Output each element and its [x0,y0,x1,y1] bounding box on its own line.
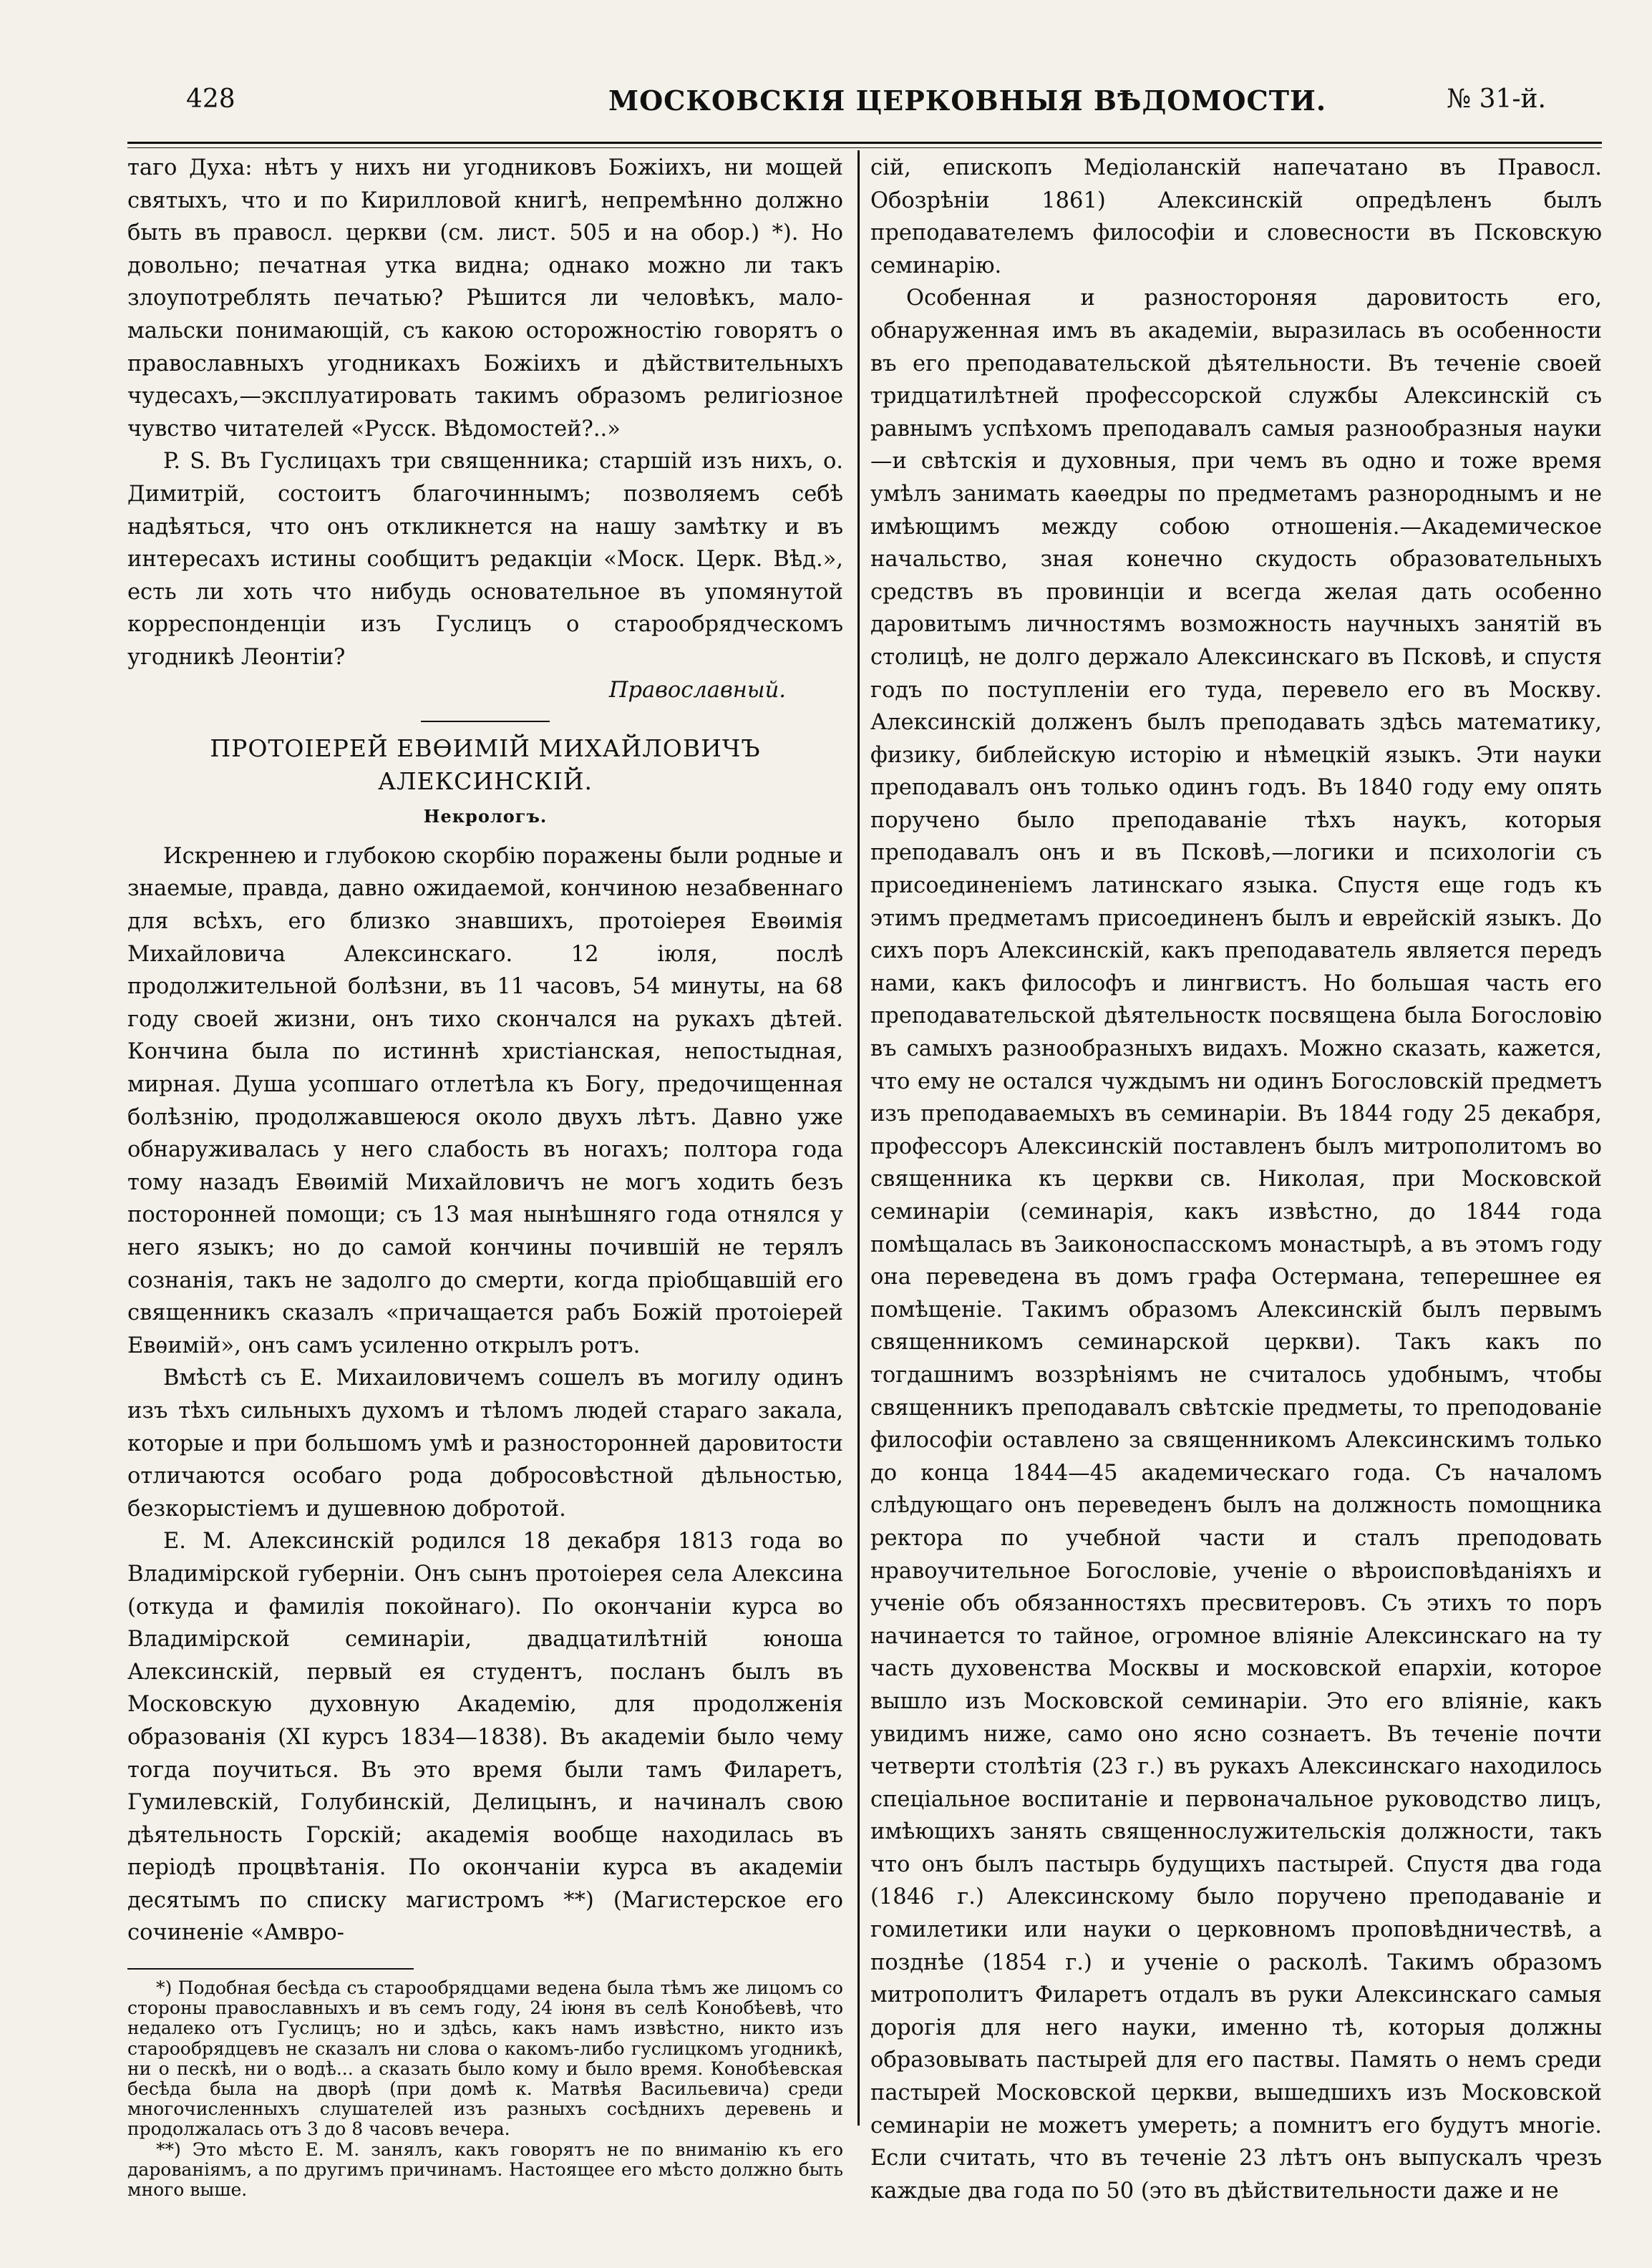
running-title: МОСКОВСКІЯ ЦЕРКОВНЫЯ ВѢДОМОСТИ. [608,84,1327,117]
right-column [870,152,1602,2207]
article-title: ПРОТОІЕРЕЙ ЕВѲИМІЙ МИХАЙЛОВИЧЪ АЛЕКСИНСКІЙ. [210,734,761,795]
body-paragraph: Вмѣстѣ съ Е. Михаиловичемъ сошелъ въ могилу одинъ изъ тѣхъ сильныхъ духомъ и тѣломъ людей стараго закала, которые и при большомъ умѣ и разносторонней даровитости отличаются особаго рода добросовѣстной дѣльностью, безкорыстіемъ и душевною добротой. [127,1366,843,1522]
issue-number: № 31-й. [1447,84,1546,114]
section-divider [421,721,550,722]
footnote: *) Подобная бесѣда съ старообрядцами ведена была тѣмъ же лицомъ со стороны православныхъ и въ семъ году, 24 іюня въ селѣ Конобѣевѣ, что недалеко отъ Гуслицъ; но и здѣсь, какъ намъ извѣстно, никто изъ старообрядцевъ не сказалъ ни слова о какомъ-либо гуслицкомъ угодникѣ, ни о пескѣ, ни о водѣ... а сказать было кому и было время. Конобѣевская бесѣда была на дворѣ (при домѣ к. Матвѣя Васильевича) среди многочисленныхъ слушателей изъ разныхъ сосѣднихъ деревень и продолжалась отъ 3 до 8 часовъ вечера. [127,1977,843,2140]
left-column [127,152,843,2200]
footnotes [127,1978,843,2200]
body-paragraph: сій, епископъ Медіоланскій напечатано въ Правосл. Обозрѣніи 1861) Алексинскій опредѣленъ былъ преподавателемъ философіи и словесности въ Псковскую семинарію. [870,155,1602,278]
article-subtitle: Некрологъ. [423,806,548,827]
signature: Православный. [608,677,786,703]
body-paragraph: P. S. Въ Гуслицахъ три священника; старшій изъ нихъ, о. Димитрій, состоитъ благочиннымъ; позволяемъ себѣ надѣяться, что онъ откликнется на нашу замѣтку и въ интересахъ истины сообщитъ редакціи «Моск. Церк. Вѣд.», есть ли хоть что нибудь основательное въ упомянутой корреспонденціи изъ Гуслицъ о старообрядческомъ угодникѣ Леонтіи? [127,449,843,670]
header-rule-thin [127,147,1602,148]
page-number: 428 [186,84,235,114]
footnote-rule [127,1968,414,1970]
column-divider [857,150,860,2126]
body-paragraph: таго Духа: нѣтъ у нихъ ни угодниковъ Божіихъ, ни мощей святыхъ, что и по Кирилловой книгѣ, непремѣнно должно быть въ правосл. церкви (см. лист. 505 и на обор.) *). Но довольно; печатная утка видна; однако можно ли такъ злоупотреблять печатью? Рѣшится ли человѣкъ, мало-мальски понимающій, съ какою осторожностію говорятъ о православныхъ угодникахъ Божіихъ и дѣйствительныхъ чудесахъ,—эксплуатировать такимъ образомъ религіозное чувство читателей «Русск. Вѣдомостей?..» [127,155,843,442]
body-paragraph: Е. М. Алексинскій родился 18 декабря 1813 года во Владимірской губерніи. Онъ сынъ протоіерея села Алексина (откуда и фамилія покойнаго). По окончаніи курса во Владимірской семинаріи, двадцатилѣтній юноша Алексинскій, первый ея студентъ, посланъ былъ въ Московскую духовную Академію, для продолженія образованія (XI курсъ 1834—1838). Въ академіи было чему тогда поучиться. Въ это время были тамъ Филаретъ, Гумилевскій, Голубинскій, Делицынъ, и начиналъ свою дѣятельность Горскій; академія вообще находилась въ періодѣ процвѣтанія. По окончаніи курса въ академіи десятымъ по списку магистромъ **) (Магистерское его сочиненіе «Амвро- [127,1529,843,1946]
body-paragraph: Особенная и разностороняя даровитость его, обнаруженная имъ въ академіи, выразилась въ особенности въ его преподавательской дѣятельности. Въ теченіе своей тридцатилѣтней профессорской службы Алексинскій съ равнымъ успѣхомъ преподавалъ самыя разнообразныя науки—и свѣтскія и духовныя, при чемъ въ одно и тоже время умѣлъ занимать каѳедры по предметамъ разнороднымъ и не имѣющимъ между собою отношенія.—Академическое начальство, зная конечно скудость образовательныхъ средствъ въ провинціи и всегда желая дать особенно даровитымъ личностямъ возможность научныхъ занятій въ столицѣ, не долго держало Алексинскаго въ Псковѣ, и спустя годъ по поступленіи его туда, перевело его въ Москву. Алексинскій долженъ былъ преподавать здѣсь математику, физику, библейскую исторію и нѣмецкій языкъ. Эти науки преподавалъ онъ только одинъ годъ. Въ 1840 году ему опять поручено было преподаваніе тѣхъ наукъ, которыя преподавалъ онъ и въ Псковѣ,—логики и психологіи съ присоединеніемъ латинскаго языка. Спустя еще годъ къ этимъ предметамъ присоединенъ былъ и еврейскій языкъ. До сихъ поръ Алексинскій, какъ преподаватель является передъ нами, какъ философъ и лингвистъ. Но большая часть его преподавательской дѣятельностк посвящена была Богословію въ самыхъ разнообразныхъ видахъ. Можно сказать, кажется, что ему не остался чуждымъ ни одинъ Богословскій предметъ изъ преподаваемыхъ въ семинаріи. Въ 1844 году 25 декабря, профессоръ Алексинскій поставленъ былъ митрополитомъ во священника къ церкви св. Николая, при Московской семинаріи (семинарія, какъ извѣстно, до 1844 года помѣщалась въ Заиконоспасскомъ монастырѣ, а въ этомъ году она переведена въ домъ графа Остермана, теперешнее ея помѣщеніе. Такимъ образомъ Алексинскій былъ первымъ священникомъ семинарской церкви). Такъ какъ по тогдашнимъ воззрѣніямъ не считалось удобнымъ, чтобы священникъ преподавалъ свѣтскіе предметы, то преподованіе философіи оставлено за священникомъ Алексинскимъ только до конца 1844—45 академическаго года. Съ началомъ слѣдующаго онъ переведенъ былъ на должность помощника ректора по учебной части и сталъ преподовать нравоучительное Богословіе, ученіе о вѣроисповѣданіяхъ и ученіе объ обязанностяхъ пресвитеровъ. Съ этихъ то поръ начинается то тайное, огромное вліяніе Алексинскаго на ту часть духовенства Москвы и московской епархіи, которое вышло изъ Московской семинаріи. Это его вліяніе, какъ увидимъ ниже, само оно ясно сознаетъ. Въ теченіе почти четверти столѣтія (23 г.) въ рукахъ Алексинскаго находилось спеціальное воспитаніе и первоначальное руководство лицъ, имѣющихъ занять священнослужительскія должности, такъ что онъ былъ пастырь будущихъ пастырей. Спустя два года (1846 г.) Алексинскому было поручено преподаваніе и гомилетики или науки о церковномъ проповѣдничествѣ, а позднѣе (1854 г.) и ученіе о расколѣ. Такимъ образомъ митрополитъ Филаретъ отдалъ въ руки Алексинскаго самыя дорогія для него науки, именно тѣ, которыя должны образовывать пастырей для его паствы. Память о немъ среди пастырей Московской церкви, вышедшихъ изъ Московской семинаріи не можетъ умереть; а помнитъ его будутъ многіе. Если считать, что въ теченіе 23 лѣтъ онъ выпускалъ чрезъ каждые два года по 50 (это въ дѣйствительности даже и не [870,286,1602,2204]
body-paragraph: Искреннею и глубокою скорбію поражены были родные и знаемые, правда, давно ожидаемой, кончиною незабвеннаго для всѣхъ, его близко знавшихъ, протоіерея Евѳимія Михайловича Алексинскаго. 12 іюля, послѣ продолжительной болѣзни, въ 11 часовъ, 54 минуты, на 68 году своей жизни, онъ тихо скончался на рукахъ дѣтей. Кончина была по истиннѣ христіанская, непостыдная, мирная. Душа усопшаго отлетѣла къ Богу, предочищенная болѣзнію, продолжавшеюся около двухъ лѣтъ. Давно уже обнаруживалась у него слабость въ ногахъ; полтора года тому назадъ Евѳимій Михайловичъ не могъ ходить безъ посторонней помощи; съ 13 мая нынѣшняго года отнялся у него языкъ; но до самой кончины почившій не терялъ сознанія, такъ не задолго до смерти, когда пріобщавшій его священникъ сказалъ «причащается рабъ Божій протоіерей Евѳимій», онъ самъ усиленно открылъ ротъ. [127,843,843,1358]
header-rule [127,142,1602,144]
footnote: **) Это мѣсто Е. М. занялъ, какъ говорятъ не по вниманію къ его дарованіямъ, а по другимъ причинамъ. Настоящее его мѣсто должно быть много выше. [127,2138,843,2201]
page-header [186,77,1546,120]
